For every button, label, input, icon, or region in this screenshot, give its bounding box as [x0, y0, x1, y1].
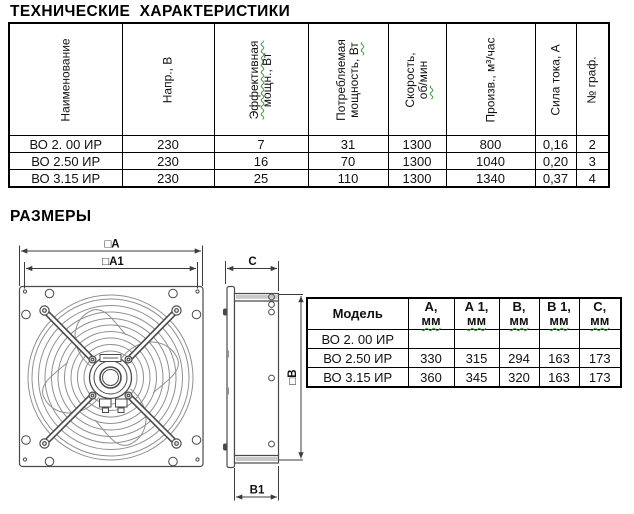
table-row — [307, 330, 621, 349]
table-cell — [579, 330, 621, 349]
column-header-text — [162, 56, 175, 103]
table-cell: 330 — [408, 349, 454, 368]
header-line — [586, 56, 599, 103]
column-header — [122, 23, 214, 136]
circle-shape — [125, 392, 132, 399]
circle-shape — [40, 306, 49, 315]
header-line — [409, 300, 454, 314]
spellcheck-marked-text: об — [416, 85, 430, 99]
table-cell: 1300 — [388, 153, 446, 170]
spellcheck-marked-text: Эффективная — [247, 40, 261, 119]
table-cell: 230 — [122, 170, 214, 188]
header-text: № граф. — [584, 55, 599, 104]
fan-front-view — [20, 287, 204, 467]
header-line — [455, 314, 499, 328]
circle-shape — [89, 356, 96, 363]
header-line — [549, 44, 562, 115]
rect-shape — [118, 408, 124, 413]
table-cell: 320 — [499, 368, 539, 388]
table-cell: 360 — [408, 368, 454, 388]
table-cell: 70 — [308, 153, 388, 170]
circle-shape — [172, 306, 181, 315]
header-text: Напр., В — [160, 56, 175, 103]
table-cell: 163 — [539, 349, 579, 368]
dim-label-c: C — [248, 256, 257, 268]
column-header — [307, 298, 408, 330]
table-cell: 1340 — [446, 170, 535, 188]
spellcheck-marked-text: мм — [466, 313, 487, 328]
header-text: Скорость, — [403, 51, 417, 108]
header-line — [261, 40, 274, 119]
circle-shape — [172, 439, 181, 448]
dim-label-a1: □A1 — [102, 256, 124, 268]
header-text: Потребляемая — [334, 38, 348, 121]
header-line — [162, 56, 175, 103]
spellcheck-marked-text: Вт — [347, 41, 361, 55]
section-title-technical-characteristics: ТЕХНИЧЕСКИЕ ХАРАКТЕРИСТИКИ — [10, 3, 291, 20]
column-header-text — [59, 38, 72, 121]
table-row — [307, 368, 621, 388]
flange-bolt — [223, 444, 228, 451]
spellcheck-marked-text: мм — [421, 313, 441, 328]
header-line — [540, 314, 579, 328]
header-line — [348, 39, 361, 121]
column-header-text — [540, 300, 579, 328]
fan-side-view — [223, 287, 279, 468]
column-header — [535, 23, 576, 136]
table-cell: 345 — [454, 368, 499, 388]
column-header-text — [404, 52, 430, 107]
header-text: /мин — [416, 60, 430, 86]
column-header-text — [580, 300, 621, 328]
column-header-text — [484, 37, 497, 122]
header-line — [580, 300, 621, 314]
rect-shape — [103, 408, 109, 413]
header-text: мощность, — [347, 54, 361, 118]
table-cell: 0,16 — [535, 136, 576, 153]
rect-shape — [236, 457, 278, 461]
column-header — [454, 298, 499, 330]
table-row — [9, 153, 609, 170]
circle-shape — [103, 370, 119, 386]
header-text: А 1, — [464, 299, 489, 314]
column-header-text — [500, 300, 539, 328]
column-header-text — [586, 56, 599, 103]
table-cell: 0,37 — [535, 170, 576, 188]
table-cell: 230 — [122, 136, 214, 153]
column-header-text — [549, 44, 562, 115]
header-line — [308, 307, 408, 321]
column-header — [579, 298, 621, 330]
terminal-box — [100, 399, 112, 407]
spellcheck-marked-text: мм — [590, 313, 610, 328]
column-header — [576, 23, 609, 136]
table-row — [9, 170, 609, 188]
technical-characteristics-table — [8, 22, 610, 188]
table-cell: 16 — [214, 153, 308, 170]
column-header — [388, 23, 446, 136]
table-cell: 173 — [579, 349, 621, 368]
table-cell: 173 — [579, 368, 621, 388]
table-cell: 1040 — [446, 153, 535, 170]
column-header — [9, 23, 122, 136]
table-cell: 230 — [122, 153, 214, 170]
column-header — [539, 298, 579, 330]
table-cell — [408, 330, 454, 349]
header-line — [484, 37, 497, 122]
dimensions-table — [306, 297, 622, 388]
header-text: Модель — [332, 306, 383, 321]
header-text: мощн., Вт — [260, 52, 274, 107]
table-cell: ВО 2. 00 ИР — [9, 136, 122, 153]
circle-shape — [40, 439, 49, 448]
table-cell: 315 — [454, 349, 499, 368]
rect-shape — [236, 295, 278, 299]
table-cell: 163 — [539, 368, 579, 388]
column-header — [214, 23, 308, 136]
header-text: С, — [593, 299, 607, 314]
header-text: В 1, — [547, 299, 571, 314]
terminal-box — [116, 399, 128, 407]
table-cell — [499, 330, 539, 349]
header-text: Сила тока, А — [548, 43, 562, 116]
table-cell: ВО 3.15 ИР — [307, 368, 408, 388]
circle-shape — [125, 356, 132, 363]
column-header — [499, 298, 539, 330]
table-cell: 110 — [308, 170, 388, 188]
dim-label-b: □B — [287, 369, 299, 385]
table-cell: ВО 2. 00 ИР — [307, 330, 408, 349]
table-cell: 0,20 — [535, 153, 576, 170]
table-cell: 800 — [446, 136, 535, 153]
table-row — [307, 349, 621, 368]
table-cell: 25 — [214, 170, 308, 188]
table-cell: 31 — [308, 136, 388, 153]
column-header-text — [409, 300, 454, 328]
table-cell — [539, 330, 579, 349]
table-cell: 2 — [576, 136, 609, 153]
table-row — [9, 136, 609, 153]
column-header — [408, 298, 454, 330]
header-text: В, — [512, 299, 526, 314]
column-header — [308, 23, 388, 136]
header-line — [580, 314, 621, 328]
header-line — [500, 314, 539, 328]
table-cell — [454, 330, 499, 349]
header-line — [59, 38, 72, 121]
column-header-text — [248, 40, 274, 119]
column-header-text — [335, 39, 361, 121]
header-text: А, — [424, 299, 438, 314]
table-cell: 4 — [576, 170, 609, 188]
header-line — [455, 300, 499, 314]
table-cell: 1300 — [388, 136, 446, 153]
header-line — [540, 300, 579, 314]
circle-shape — [89, 392, 96, 399]
table-cell: ВО 3.15 ИР — [9, 170, 122, 188]
flange — [227, 287, 235, 468]
housing — [235, 294, 279, 464]
table-cell: 3 — [576, 153, 609, 170]
column-header — [446, 23, 535, 136]
dim-label-a: □A — [104, 238, 120, 251]
section-title-dimensions: РАЗМЕРЫ — [10, 208, 92, 225]
header-line — [500, 300, 539, 314]
header-text: Произв., м³/час — [483, 36, 497, 123]
header-line — [417, 52, 430, 107]
header-row — [9, 23, 609, 136]
dim-label-b1: B1 — [249, 484, 265, 497]
table-cell: ВО 2.50 ИР — [9, 153, 122, 170]
flange-bolt — [223, 309, 228, 316]
column-header-text — [455, 300, 499, 328]
table-cell: 294 — [499, 349, 539, 368]
header-row — [307, 298, 621, 330]
spellcheck-marked-text: мм — [549, 313, 569, 328]
spellcheck-marked-text: мм — [509, 313, 529, 328]
table-cell: 1300 — [388, 170, 446, 188]
header-line — [409, 314, 454, 328]
table-cell: 7 — [214, 136, 308, 153]
column-header-text — [308, 307, 408, 321]
table-cell: ВО 2.50 ИР — [307, 349, 408, 368]
header-text: Наименование — [58, 37, 73, 122]
